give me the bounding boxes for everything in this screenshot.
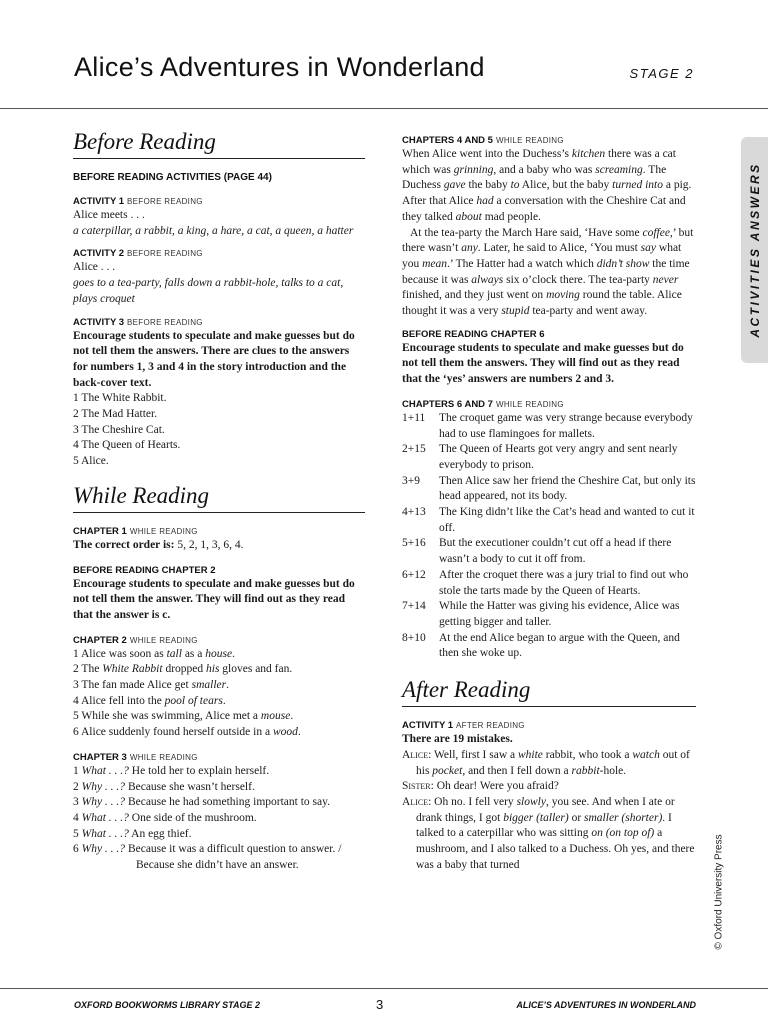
item-number: 3+9 <box>402 474 420 487</box>
item-text: While the Hatter was giving his evidence, Alice was getting bigger and taller. <box>439 600 680 628</box>
text-run: Alice suddenly found herself outside in a <box>81 726 273 739</box>
stage-label: STAGE 2 <box>629 66 694 81</box>
before-reading-activities-heading: BEFORE READING ACTIVITIES (PAGE 44) <box>73 172 272 183</box>
chapters6-7-item <box>402 411 696 442</box>
dialogue-line <box>402 748 696 779</box>
activity2-heading <box>73 247 365 260</box>
activity2-answer: goes to a tea-party, falls down a rabbit-hole, talks to a cat, plays croquet <box>73 277 344 305</box>
before-chapter2-instruction: Encourage students to speculate and make guesses but do not tell them the answer. They will find out as they read that the answer is c. <box>73 577 355 621</box>
chapter2-sublabel: WHILE READING <box>129 635 198 645</box>
before-reading-title: Before Reading <box>73 128 365 159</box>
header-divider <box>0 108 768 109</box>
chapters6-7-sublabel: WHILE READING <box>495 399 564 409</box>
before-chapter6-instruction: Encourage students to speculate and make guesses but do not tell them the answers. They will find out as they read that the ‘yes’ answers are numbers 2 and 3. <box>402 341 684 386</box>
item-number: 2 <box>73 780 82 793</box>
text-run: rabbit, who took a <box>542 748 633 761</box>
text-run: the baby <box>465 179 511 192</box>
activities-answers-tab <box>741 137 768 363</box>
item-number: 2+15 <box>402 443 426 456</box>
text-run: round the table. Alice thought it was a very <box>402 289 682 318</box>
chapters6-7-item <box>402 536 696 567</box>
text-run: gloves and fan. <box>219 663 293 676</box>
activity3-item: 4 The Queen of Hearts. <box>73 439 181 452</box>
footer-divider <box>0 988 768 989</box>
text-run: While she was swimming, Alice met a <box>81 710 261 723</box>
question-word: What . . .? <box>81 811 129 824</box>
item-number: 1 <box>73 764 82 777</box>
chapter3-item <box>73 827 365 843</box>
activity3-item: 1 The White Rabbit. <box>73 392 167 405</box>
activity1-sublabel: BEFORE READING <box>127 197 203 206</box>
chapter3-sublabel: WHILE READING <box>129 752 198 762</box>
text-run: the time because it was <box>402 257 690 286</box>
answer-text: Because it was a difficult question to answer. / Because she didn’t have an answer. <box>125 843 342 872</box>
activity1-label: ACTIVITY 1 <box>73 196 125 207</box>
item-text: The King didn’t like the Cat’s head and wanted to cut it off. <box>439 506 695 534</box>
item-text: Then Alice saw her friend the Cheshire Cat, but only its head appeared, not its body. <box>439 474 696 503</box>
chapter3-item <box>73 764 365 780</box>
chapter2-item <box>73 694 365 710</box>
chapter2-item <box>73 647 365 663</box>
chapter1-lead: The correct order is: <box>73 538 175 551</box>
chapter1-answer <box>73 538 365 554</box>
chapter3-heading <box>73 751 365 764</box>
after-activity1-dialogue <box>402 748 696 874</box>
text-run: on (on top of) <box>591 827 655 840</box>
item-number: 4+13 <box>402 506 426 519</box>
text-run: any <box>461 242 478 255</box>
item-number: 3 <box>73 796 82 809</box>
chapter1-label: CHAPTER 1 <box>73 525 127 537</box>
text-run: say <box>640 242 657 255</box>
chapter2-item <box>73 725 365 741</box>
answer-word: tall <box>166 647 182 660</box>
text-run: bigger (taller) <box>503 811 569 824</box>
activity3-item: 3 The Cheshire Cat. <box>73 423 165 436</box>
chapter2-item <box>73 709 365 725</box>
answer-word: smaller <box>191 679 227 692</box>
text-run: had <box>476 195 494 208</box>
text-run: grinning <box>453 163 494 176</box>
series-footer: OXFORD BOOKWORMS LIBRARY STAGE 2 <box>74 1000 261 1010</box>
item-number: 1+11 <box>402 411 426 424</box>
text-run: out of his <box>416 748 690 777</box>
after-activity1-heading <box>402 719 696 732</box>
question-word: What . . .? <box>81 827 129 840</box>
item-number: 6 <box>73 843 82 856</box>
answer-text: He told her to explain herself. <box>128 764 270 777</box>
chapter3-answers <box>73 764 365 874</box>
item-number: 5+16 <box>402 537 426 550</box>
chapters4-5-label: CHAPTERS 4 AND 5 <box>402 135 493 146</box>
text-run: , and a baby who was <box>493 163 596 176</box>
text-run: : Well, first I saw a <box>428 748 518 761</box>
chapter3-item <box>73 842 365 873</box>
chapters4-5-sublabel: WHILE READING <box>495 136 564 145</box>
item-number: 2 <box>73 663 82 676</box>
question-word: Why . . .? <box>81 780 126 793</box>
item-number: 4 <box>73 811 82 824</box>
text-run: a conversation with the Cheshire Cat and they talked <box>402 195 686 223</box>
text-run: stupid <box>501 305 530 318</box>
chapters6-7-item <box>402 599 696 630</box>
after-reading-title: After Reading <box>402 676 696 707</box>
text-run: : Oh no. I fell very <box>428 795 517 808</box>
text-run: or <box>568 811 585 824</box>
question-word: What . . .? <box>81 764 129 777</box>
text-run: At the tea-party the March Hare said, ‘Have some <box>410 226 643 239</box>
text-run: to <box>510 179 520 192</box>
chapter2-item <box>73 678 365 694</box>
document-title: Alice’s Adventures in Wonderland <box>74 52 485 82</box>
activity3-instruction: Encourage students to speculate and make guesses but do not tell them the answers. There are clues to the answers for numbers 1, 3 and 4 in the story introduction and the back-cover text. <box>73 329 355 389</box>
text-run: rabbit <box>571 764 600 777</box>
activity3-heading <box>73 316 365 329</box>
text-run: never <box>652 273 679 286</box>
text-run: Alice fell into the <box>81 694 165 707</box>
item-text: The Queen of Hearts got very angry and sent nearly everybody to prison. <box>439 443 678 471</box>
text-run: didn’t show <box>596 257 650 270</box>
text-run: a pig. After that Alice <box>402 179 692 208</box>
text-run: tea-party and went away. <box>529 305 648 318</box>
chapters4-5-paragraph-2 <box>402 226 696 320</box>
text-run: Alice, but the baby <box>519 179 613 192</box>
answer-text: Because she wasn’t herself. <box>125 780 255 793</box>
chapter3-item <box>73 795 365 811</box>
chapters6-7-item <box>402 442 696 473</box>
right-column <box>402 134 696 873</box>
item-number: 7+14 <box>402 600 426 613</box>
chapter2-heading <box>73 634 365 647</box>
text-run: there was a cat which was <box>402 148 676 176</box>
before-chapter6-heading: BEFORE READING CHAPTER 6 <box>402 328 545 340</box>
text-run: pocket <box>432 764 463 777</box>
activity2-sublabel: BEFORE READING <box>127 249 203 259</box>
after-activity1-label: ACTIVITY 1 <box>402 720 454 732</box>
answer-word: pool of tears <box>164 694 223 707</box>
answer-word: mouse <box>260 710 291 723</box>
item-number: 1 <box>73 647 81 660</box>
before-chapter2-heading: BEFORE READING CHAPTER 2 <box>73 564 216 576</box>
text-run: -hole. <box>599 764 627 777</box>
dialogue-line <box>402 779 696 795</box>
text-run: . The Duchess <box>402 163 667 192</box>
text-run: . Later, he said to Alice, ‘You must <box>477 242 641 255</box>
text-run: .’ The Hatter had a watch which <box>447 257 597 270</box>
text-run: : Oh dear! Were you afraid? <box>430 780 559 793</box>
text-run: coffee <box>642 226 670 239</box>
item-number: 6+12 <box>402 568 426 581</box>
left-column <box>73 128 365 874</box>
text-run: . I talked to a caterpillar who was sitting <box>416 811 672 840</box>
text-run: , and then I fell down a <box>462 764 572 777</box>
activity3-item: 2 The Mad Hatter. <box>73 408 158 421</box>
activity2-label: ACTIVITY 2 <box>73 248 125 260</box>
chapter2-answers <box>73 647 365 741</box>
text-run: what you <box>402 242 682 270</box>
while-reading-title: While Reading <box>73 482 365 513</box>
activity1-answer: a caterpillar, a rabbit, a king, a hare, a cat, a queen, a hatter <box>73 224 354 237</box>
item-text: After the croquet there was a jury trial to find out who stole the tarts made by the Queen of Hearts. <box>439 568 689 597</box>
dialogue-line <box>402 795 696 874</box>
answer-word: wood <box>272 726 298 739</box>
text-run: ,’ but there wasn’t <box>402 226 694 255</box>
page-number: 3 <box>376 997 384 1012</box>
activity1-heading <box>73 195 365 208</box>
text-run: When Alice went into the Duchess’s <box>402 148 572 160</box>
chapter1-heading <box>73 525 365 538</box>
text-run: dropped <box>162 663 206 676</box>
activity3-item: 5 Alice. <box>73 455 109 468</box>
text-run: mean <box>422 257 448 270</box>
chapter1-sublabel: WHILE READING <box>129 526 198 536</box>
text-run: screaming <box>595 163 643 176</box>
text-run: a mushroom, and I also talked to a Duchess. Oh yes, and there was a baby that turned <box>416 827 695 871</box>
text-run: . <box>222 694 226 707</box>
text-run: mad people. <box>481 210 541 223</box>
text-run: kitchen <box>571 148 606 160</box>
item-number: 3 <box>73 679 82 692</box>
after-activity1-sublabel: AFTER READING <box>456 721 525 731</box>
text-run: as a <box>181 647 206 660</box>
text-run: watch <box>632 748 660 761</box>
chapters6-7-item <box>402 631 696 662</box>
chapters6-7-heading <box>402 398 696 411</box>
activity3-label: ACTIVITY 3 <box>73 316 125 328</box>
text-run: smaller (shorter) <box>584 811 663 824</box>
chapters4-5-heading <box>402 134 696 147</box>
after-activity1-lead: There are 19 mistakes. <box>402 733 513 746</box>
text-run: moving <box>546 289 580 302</box>
item-number: 8+10 <box>402 631 426 644</box>
answer-text: One side of the mushroom. <box>128 811 257 824</box>
item-number: 4 <box>73 694 81 707</box>
answer-word: house <box>205 647 233 660</box>
item-text: But the executioner couldn’t cut off a head if there wasn’t a body to cut it off from. <box>439 537 672 566</box>
item-number: 6 <box>73 726 81 739</box>
text-run: gave <box>443 179 466 192</box>
text-run: The fan made Alice get <box>81 679 192 692</box>
chapter3-item <box>73 811 365 827</box>
answer-text: Because he had something important to say. <box>125 796 330 809</box>
chapters6-7-answers <box>402 411 696 662</box>
chapter2-item <box>73 662 365 678</box>
chapters4-5-paragraph-1 <box>402 147 696 226</box>
item-number: 5 <box>73 827 82 840</box>
item-text: At the end Alice began to argue with the Queen, and then she woke up. <box>439 631 680 660</box>
question-word: Why . . .? <box>81 796 126 809</box>
chapter3-label: CHAPTER 3 <box>73 751 127 763</box>
text-run: about <box>455 210 482 223</box>
text-run: finished, and they just went on <box>402 289 547 302</box>
chapters6-7-label: CHAPTERS 6 AND 7 <box>402 398 493 410</box>
text-run: six o’clock there. The tea-party <box>503 273 653 286</box>
chapters6-7-item <box>402 505 696 536</box>
answer-text: An egg thief. <box>128 827 192 840</box>
text-run: . <box>297 726 301 739</box>
chapters6-7-item <box>402 474 696 505</box>
text-run: . <box>290 710 294 723</box>
chapter2-label: CHAPTER 2 <box>73 634 127 646</box>
copyright-notice: © Oxford University Press <box>713 834 725 950</box>
text-run: slowly <box>516 795 546 808</box>
text-run: . <box>226 679 229 692</box>
text-run: The <box>81 663 103 676</box>
text-run: white <box>517 748 543 761</box>
question-word: Why . . .? <box>81 843 126 856</box>
item-number: 5 <box>73 710 82 723</box>
answer-word: White Rabbit <box>102 663 163 676</box>
chapters6-7-item <box>402 568 696 599</box>
text-run: , you see. And when I ate or drank things, I got <box>416 795 675 824</box>
answer-word: his <box>206 663 220 676</box>
activity2-lead: Alice . . . <box>73 261 116 274</box>
speaker-name: Alice <box>402 748 429 761</box>
book-title-footer: ALICE’S ADVENTURES IN WONDERLAND <box>516 1000 696 1010</box>
chapter1-order: 5, 2, 1, 3, 6, 4. <box>174 538 244 551</box>
text-run: always <box>471 273 504 286</box>
activity1-lead: Alice meets . . . <box>73 209 145 221</box>
activity3-sublabel: BEFORE READING <box>127 317 203 327</box>
text-run: turned into <box>612 179 663 192</box>
chapter3-item <box>73 780 365 796</box>
item-text: The croquet game was very strange because everybody had to use flamingoes for mallets. <box>439 411 693 440</box>
tab-label: ACTIVITIES ANSWERS <box>747 162 762 338</box>
text-run: Alice was soon as <box>81 647 167 660</box>
speaker-name: Sister <box>402 780 431 793</box>
text-run: . <box>232 647 235 660</box>
speaker-name: Alice <box>402 795 429 808</box>
